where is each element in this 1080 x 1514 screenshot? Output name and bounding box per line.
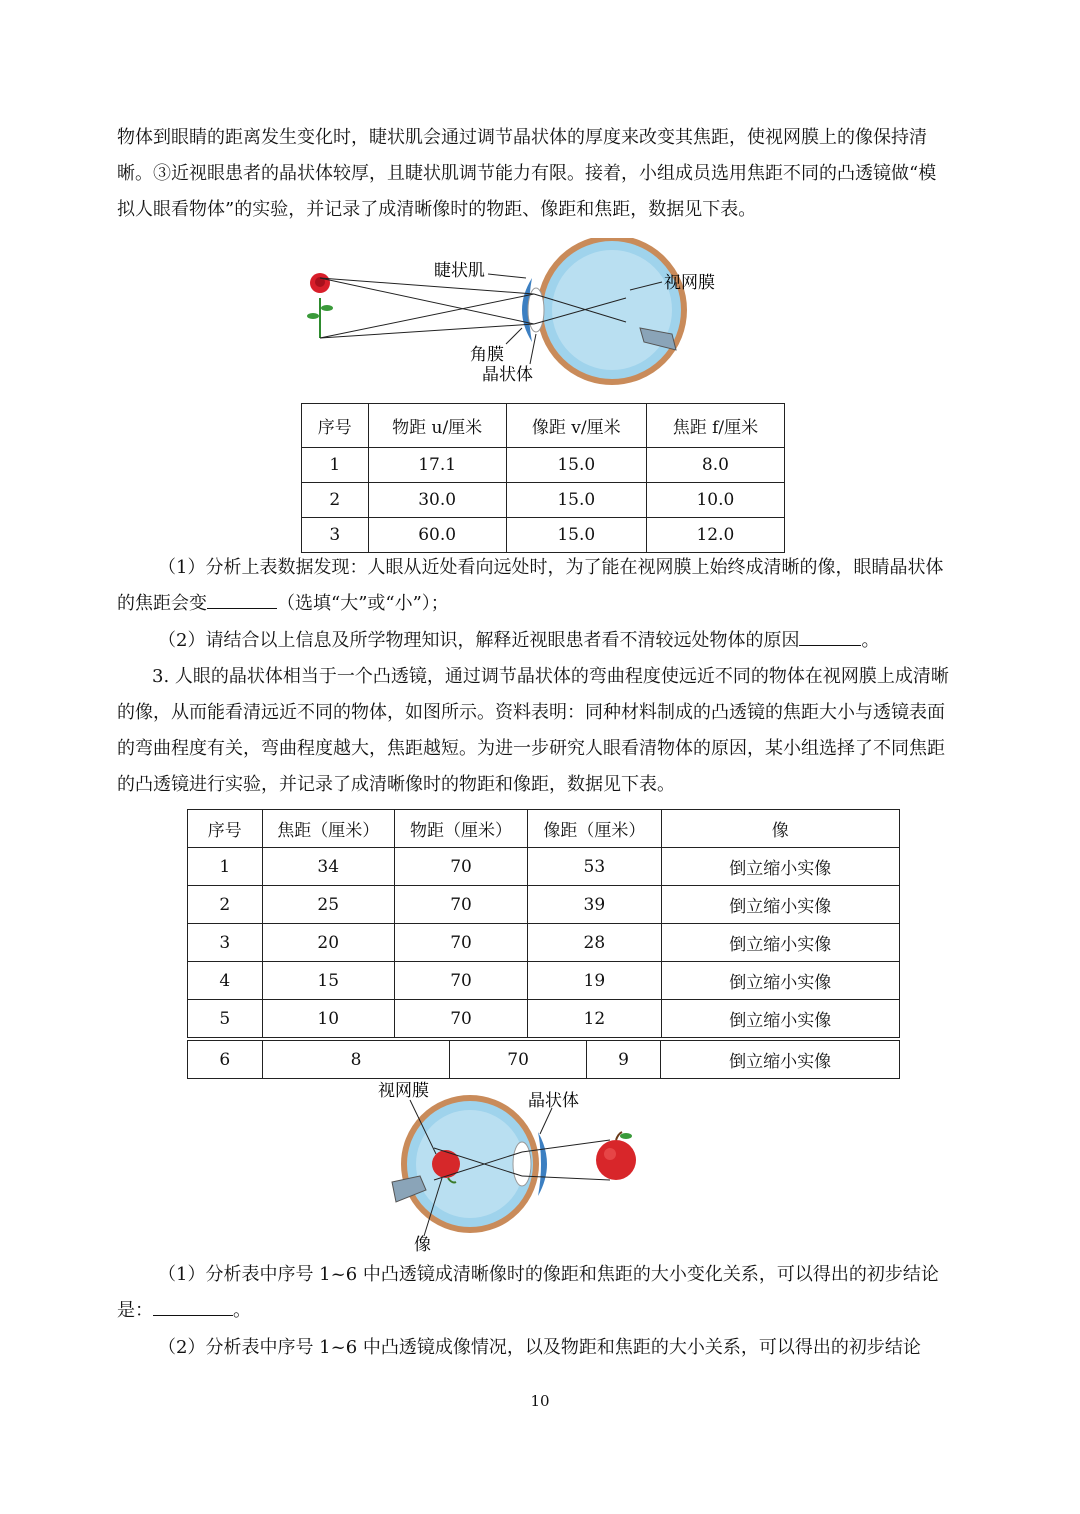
data-table-2-last-row <box>187 1040 900 1079</box>
q3-line-2: 的像，从而能看清远近不同的物体，如图所示。资料表明：同种材料制成的凸透镜的焦距大小与透镜表面 <box>117 702 945 723</box>
label-lens: 晶状体 <box>482 365 533 385</box>
q3-part1-line2 <box>117 1293 967 1329</box>
table-row <box>188 962 900 1000</box>
q3-line-4: 的凸透镜进行实验，并记录了成清晰像时的物距和像距，数据见下表。 <box>117 774 675 795</box>
table2-cell: 6 <box>188 1041 263 1079</box>
table1-cell: 60.0 <box>368 518 506 553</box>
label-image: 像 <box>414 1235 431 1255</box>
table1-cell: 1 <box>302 448 369 483</box>
q3-part1-text-a: 是： <box>117 1300 153 1321</box>
table2-header: 像距（厘米） <box>528 810 661 848</box>
table1-cell: 12.0 <box>646 518 784 553</box>
q2-part2-text-a: （2）请结合以上信息及所学物理知识，解释近视眼患者看不清较远处物体的原因 <box>158 630 800 651</box>
table2-cell: 70 <box>450 1041 586 1079</box>
table2-cell: 25 <box>262 886 394 924</box>
table2-cell: 倒立缩小实像 <box>661 962 900 1000</box>
q2-part1-line2 <box>117 586 967 622</box>
table2-cell: 34 <box>262 848 394 886</box>
table-row <box>302 483 785 518</box>
eyeball <box>522 238 684 382</box>
table2-cell: 39 <box>528 886 661 924</box>
label-retina: 视网膜 <box>664 273 715 293</box>
q3-part2-line1: （2）分析表中序号 1~6 中凸透镜成像情况，以及物距和焦距的大小关系，可以得出的初步结论 <box>158 1337 921 1358</box>
table2-cell: 3 <box>188 924 263 962</box>
table2-header: 像 <box>661 810 900 848</box>
table2-cell: 5 <box>188 1000 263 1038</box>
table2-cell: 1 <box>188 848 263 886</box>
table2-cell: 倒立缩小实像 <box>661 924 900 962</box>
q3-line-1: 3. 人眼的晶状体相当于一个凸透镜，通过调节晶状体的弯曲程度使远近不同的物体在视网膜上成清晰 <box>152 666 949 687</box>
q2-part1-text-b: （选填“大”或“小”）； <box>277 593 449 614</box>
q3-part1-text-b: 。 <box>233 1300 251 1321</box>
q3-line-3: 的弯曲程度有关，弯曲程度越大，焦距越短。为进一步研究人眼看清物体的原因，某小组选择了不同焦距 <box>117 738 945 759</box>
answer-blank[interactable] <box>207 589 277 609</box>
table2-cell: 70 <box>394 848 527 886</box>
q2-part2 <box>158 623 967 659</box>
table1-cell: 30.0 <box>368 483 506 518</box>
label-cornea: 角膜 <box>470 345 504 365</box>
table2-cell: 倒立缩小实像 <box>661 1000 900 1038</box>
table2-cell: 15 <box>262 962 394 1000</box>
table2-cell: 70 <box>394 886 527 924</box>
eye-diagram-apple <box>370 1078 670 1256</box>
table2-cell: 9 <box>586 1041 661 1079</box>
table2-cell: 倒立缩小实像 <box>661 1041 900 1079</box>
table2-cell: 28 <box>528 924 661 962</box>
table2-cell: 倒立缩小实像 <box>661 848 900 886</box>
table-row <box>188 1041 900 1079</box>
table2-cell: 53 <box>528 848 661 886</box>
table2-cell: 70 <box>394 924 527 962</box>
table1-cell: 8.0 <box>646 448 784 483</box>
label-retina: 视网膜 <box>378 1081 429 1101</box>
table2-header: 序号 <box>188 810 263 848</box>
answer-blank[interactable] <box>153 1296 233 1316</box>
table-row <box>188 848 900 886</box>
answer-blank[interactable] <box>799 626 861 646</box>
table2-cell: 70 <box>394 962 527 1000</box>
table-row <box>302 518 785 553</box>
table1-cell: 15.0 <box>506 483 646 518</box>
apple-icon <box>596 1132 636 1180</box>
q2-part1-text-a: 的焦距会变 <box>117 593 207 614</box>
table1-header: 物距 u/厘米 <box>368 404 506 448</box>
table2-cell: 8 <box>262 1041 450 1079</box>
data-table-1 <box>301 403 785 553</box>
table2-cell: 70 <box>394 1000 527 1038</box>
table-row <box>188 886 900 924</box>
table1-cell: 15.0 <box>506 518 646 553</box>
rose-icon <box>307 273 333 338</box>
table1-cell: 2 <box>302 483 369 518</box>
table1-cell: 15.0 <box>506 448 646 483</box>
data-table-2 <box>187 809 900 1038</box>
table1-cell: 10.0 <box>646 483 784 518</box>
table2-cell: 19 <box>528 962 661 1000</box>
q3-part1-line1: （1）分析表中序号 1~6 中凸透镜成清晰像时的像距和焦距的大小变化关系，可以得出的初步结论 <box>158 1264 939 1285</box>
q2-part2-text-b: 。 <box>861 630 880 651</box>
table1-header: 焦距 f/厘米 <box>646 404 784 448</box>
table1-header: 像距 v/厘米 <box>506 404 646 448</box>
eye-diagram-rose <box>300 238 740 388</box>
table2-header: 焦距（厘米） <box>262 810 394 848</box>
intro-line-2: 晰。③近视眼患者的晶状体较厚，且睫状肌调节能力有限。接着，小组成员选用焦距不同的凸透镜做“模 <box>117 163 937 184</box>
eyeball <box>392 1098 547 1230</box>
table2-header: 物距（厘米） <box>394 810 527 848</box>
table1-cell: 3 <box>302 518 369 553</box>
table2-cell: 10 <box>262 1000 394 1038</box>
table1-cell: 17.1 <box>368 448 506 483</box>
table1-header: 序号 <box>302 404 369 448</box>
page-number: 10 <box>530 1392 550 1410</box>
table2-cell: 4 <box>188 962 263 1000</box>
intro-line-3: 拟人眼看物体”的实验，并记录了成清晰像时的物距、像距和焦距，数据见下表。 <box>117 199 757 220</box>
table-row <box>188 924 900 962</box>
intro-line-1: 物体到眼睛的距离发生变化时，睫状肌会通过调节晶状体的厚度来改变其焦距，使视网膜上的像保持清 <box>117 127 927 148</box>
q2-part1-line1: （1）分析上表数据发现：人眼从近处看向远处时，为了能在视网膜上始终成清晰的像，眼睛晶状体 <box>158 557 944 578</box>
label-ciliary: 睫状肌 <box>434 261 485 281</box>
table2-cell: 12 <box>528 1000 661 1038</box>
table-row <box>302 448 785 483</box>
table2-cell: 倒立缩小实像 <box>661 886 900 924</box>
table-row <box>188 1000 900 1038</box>
table2-cell: 20 <box>262 924 394 962</box>
table2-cell: 2 <box>188 886 263 924</box>
label-lens: 晶状体 <box>528 1091 579 1111</box>
